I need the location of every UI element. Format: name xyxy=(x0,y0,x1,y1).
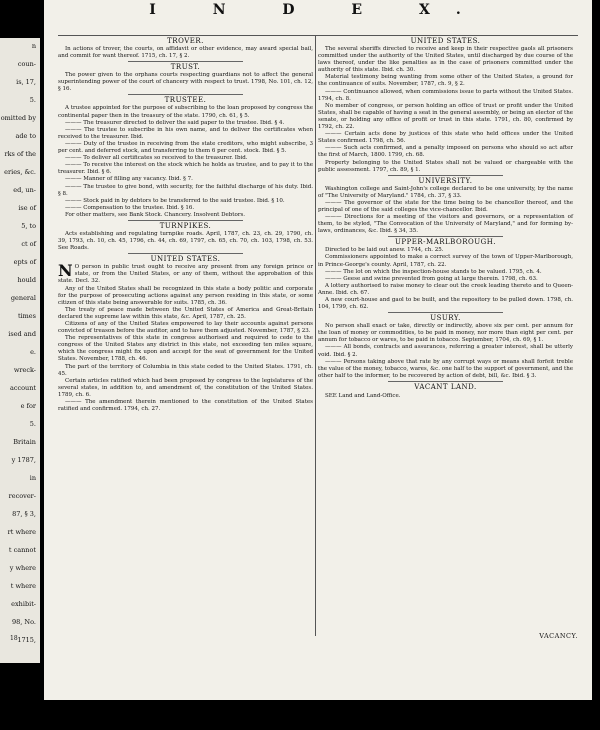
index-entry xyxy=(318,46,573,74)
facing-page-fragment: e. xyxy=(30,348,36,356)
index-entry xyxy=(58,198,313,205)
entry-text: O person in public trust ought to receive any present from any foreign prince or state, or from the United States, or any of them, without the approbation of this state. Decl. 32. xyxy=(58,264,313,285)
entry-text: Any of the United States shall be recognized in this state a body politic and corporate for the purpose of prosecuting actions against any person residing in this state, or some citizen of this state being answerable for suits. 1785, ch. 36. xyxy=(58,285,313,306)
section-rule xyxy=(388,312,503,313)
section-heading: UNIVERSITY. xyxy=(418,176,473,185)
index-entry xyxy=(318,269,573,276)
index-entry xyxy=(58,46,313,60)
facing-page-fragment: omitted by xyxy=(0,114,36,122)
index-entry xyxy=(58,399,313,413)
left-column xyxy=(58,36,313,413)
entry-text: ——— Directions for a meeting of the visitors and governors, or a representation of them, to be styled, "The Convocation of the University of Maryland," and for forming by-laws, ordinances, &c. Ibid. § 34, 35. xyxy=(318,214,573,235)
entry-text: ——— The treasurer directed to deliver the said paper to the trustee. Ibid. § 4. xyxy=(65,119,285,126)
index-entry xyxy=(318,160,573,174)
facing-page-fragment: 87, § 3, xyxy=(12,510,36,518)
entry-text: The part of the territory of Columbia in this state ceded to the United States. 1791, ch. 45. xyxy=(58,363,313,377)
facing-page-fragment: Britain xyxy=(13,438,36,446)
entry-text: A trustee appointed for the purpose of subscribing to the loan proposed by congress the continental paper then in the treasury of the state. 1790, ch. 61, § 5. xyxy=(58,105,313,119)
index-entry xyxy=(318,254,573,268)
entry-text: Acts establishing and regulating turnpike roads. April, 1787, ch. 23, ch. 29, 1790, ch. 39, 1793, ch. 10, ch. 45, 1796, ch. 44, ch. 69, 1797, ch. 65, ch. 70, ch. 103, 1798, ch. 53. See Roads. xyxy=(58,230,313,252)
facing-page-fragment: coun- xyxy=(17,60,36,68)
entry-text: ——— To receive the interest on the stock which he holds as trustee, and to pay it to the treasurer. Ibid. § 6. xyxy=(58,162,313,176)
index-entry xyxy=(318,103,573,131)
facing-page-fragment: y 1787, xyxy=(11,456,36,464)
section-heading: TRUSTEE. xyxy=(164,96,207,105)
facing-page-fragment: times xyxy=(17,312,36,320)
facing-page-fragment: t cannot xyxy=(8,546,36,554)
index-entry xyxy=(318,145,573,159)
entry-text: ——— Persons taking above that rate by any corrupt ways or means shall forfeit treble the value of the money, tobacco, wares, &c. one half to the support of government, and the other half to the informer, to be recovered by action of debt, bill, &c. Ibid. § 3. xyxy=(318,358,573,379)
index-entry xyxy=(318,344,573,358)
index-entry xyxy=(58,212,313,219)
facing-page-fragment: rt where xyxy=(7,528,36,536)
facing-page-fragment: epts of xyxy=(13,258,36,266)
section-rule xyxy=(388,175,503,176)
facing-page-fragment: 1715, xyxy=(17,636,36,644)
index-entry xyxy=(318,89,573,103)
index-entry xyxy=(318,214,573,235)
entry-text: Directed to be laid out anew. 1744, ch. 25. xyxy=(325,247,444,254)
section-heading: UNITED STATES. xyxy=(150,255,221,264)
index-entry xyxy=(318,131,573,145)
entry-text: No person shall exact or take, directly or indirectly, above six per cent. per annum for the loan of money or commodities, to be paid in money, nor more than eight per cent. per annum for tobacco or wares, to be paid in tobacco. September, 1704, ch. 69, § 1. xyxy=(318,323,573,344)
facing-page-fragment: 5, to xyxy=(21,222,36,230)
facing-page-fragment: ed, un- xyxy=(13,186,36,194)
facing-page-fragment: 5. xyxy=(29,420,36,428)
facing-page-fragment: rks of the xyxy=(4,150,36,158)
index-entry xyxy=(58,184,313,198)
page-title: I N D E X. xyxy=(149,2,487,18)
entry-text: The several sheriffs directed to receive and keep in their respective gaols all prisoners committed under the authority of the United States, until discharged by due course of the laws thereof, under the like penalties as in the case of prisoners committed under the authority of this state. Ibid. ch. 30. xyxy=(318,46,573,74)
index-entry xyxy=(58,162,313,176)
entry-text: ——— Compensation to the trustee. Ibid. § 16. xyxy=(65,204,195,211)
facing-page-fragment: account xyxy=(9,384,36,392)
page-number: 18 xyxy=(10,635,18,642)
facing-page-fragment: y where xyxy=(9,564,36,572)
section-heading: USURY. xyxy=(430,314,461,323)
facing-page-fragment: n xyxy=(31,42,36,50)
column-divider xyxy=(315,36,316,636)
entry-text: Material testimony being wanting from some other of the United States, a ground for the continuance of suits. November, 1787, ch. 9, § 2. xyxy=(318,74,573,88)
entry-text: In actions of trover, the courts, on affidavit or other evidence, may award special bail, and commit for want thereof. 1715, ch. 17, § 2. xyxy=(58,46,313,60)
index-entry xyxy=(318,247,573,254)
facing-page-fragment: ised and xyxy=(8,330,36,338)
index-entry xyxy=(318,359,573,380)
entry-text: The treaty of peace made between the United States of America and Great-Britain declared the supreme law within this state, &c. April, 1787, ch. 25. xyxy=(58,306,313,320)
index-entry xyxy=(58,364,313,378)
section-heading: TROVER. xyxy=(167,37,204,45)
index-entry xyxy=(58,378,313,399)
entry-text: A new court-house and gaol to be built, and the repository to be pulled down. 1798, ch. 104, 1799, ch. 62. xyxy=(318,297,573,311)
section-heading: UPPER-MARLBOROUGH. xyxy=(394,238,497,247)
index-entry xyxy=(58,141,313,155)
index-entry xyxy=(58,286,313,307)
index-entry xyxy=(318,200,573,214)
index-page xyxy=(44,0,592,700)
facing-page-fragment: exhibit- xyxy=(11,600,36,608)
index-entry xyxy=(58,72,313,93)
section-rule xyxy=(388,236,503,237)
facing-page-fragment: general xyxy=(10,294,36,302)
entry-text: ——— Manner of filling any vacancy. Ibid. § 7. xyxy=(65,176,193,183)
entry-text: Citizens of any of the United States empowered to lay their accounts against persons convicted of treason before the auditor, and to have them adjusted. November, 1787, § 23. xyxy=(58,321,313,335)
entry-text: ——— To deliver all certificates so received to the treasurer. Ibid. xyxy=(65,155,248,162)
section-heading: TURNPIKES. xyxy=(159,221,212,230)
entry-text: The representatives of this state in congress authorised and required to cede to the congress of the United States any district in this state, not exceeding ten miles square, which the congress might fix upon and accept for the seat of government for the United States. November, 1788, ch. 46. xyxy=(58,335,313,363)
facing-page-fragment: t where xyxy=(10,582,36,590)
index-entry xyxy=(318,283,573,297)
entry-text: ——— Such acts confirmed, and a penalty imposed on persons who should so act after the first of March, 1800. 1799, ch. 68. xyxy=(318,145,573,159)
facing-page-fragment: recover- xyxy=(8,492,36,500)
entry-text: ——— All bonds, contracts and assurances, referring a greater interest, shall be utterly void. Ibid. § 2. xyxy=(318,344,573,358)
index-entry xyxy=(58,335,313,363)
entry-text: ——— Duty of the trustee in receiving from the state creditors, who might subscribe, 3 per cent. and deferred stock, and transferring to them 6 per cent. stock. Ibid. § 5. xyxy=(58,140,313,155)
entry-text: Commissioners appointed to make a correct survey of the town of Upper-Marlborough, in Prince-George's county. April, 1787, ch. 22. xyxy=(318,254,573,268)
facing-page-fragment: 98, No. xyxy=(12,618,36,626)
cross-reference: SEE Land and Land-Office. xyxy=(325,392,401,399)
entry-text: Washington college and Saint-John's college declared to be one university, by the name of "The University of Maryland." 1784, ch. 37, § 33. xyxy=(318,185,573,199)
entry-text: ——— Geese and swine prevented from going at large therein. 1798, ch. 63. xyxy=(325,275,538,282)
facing-page-fragment: eries, &c. xyxy=(4,168,36,176)
index-entry xyxy=(318,276,573,283)
section-heading: VACANT LAND. xyxy=(414,382,477,391)
index-entry xyxy=(58,205,313,212)
entry-text: For other matters, see Bank Stock. Chancery. Insolvent Debtors. xyxy=(65,211,246,218)
facing-page-fragment: ct of xyxy=(21,240,36,248)
section-rule xyxy=(128,253,243,254)
entry-text: ——— Stock paid in by debtors to be transferred to the said trustee. Ibid. § 10. xyxy=(65,197,285,204)
entry-text: Property belonging to the United States shall not be valued or chargeable with the public assessment. 1797, ch. 89, § 1. xyxy=(318,159,573,173)
facing-page-fragment: ise of xyxy=(18,204,36,212)
section-heading: UNITED STATES. xyxy=(410,37,481,45)
section-heading: TRUST. xyxy=(170,63,201,72)
entry-text: ——— Continuance allowed, when commissions issue to parts without the United States. 1794, ch. 8. xyxy=(318,88,573,102)
entry-text: ——— The trustee to give bond, with security, for the faithful discharge of his duty. Ibid. § 8. xyxy=(58,183,313,197)
facing-page-fragment: hould xyxy=(17,276,36,284)
section-rule xyxy=(128,61,243,62)
index-entry xyxy=(58,307,313,321)
entry-text: ——— The amendment therein mentioned to the constitution of the United States ratified and confirmed. 1794, ch. 27. xyxy=(58,399,313,413)
facing-page-fragment: e for xyxy=(20,402,36,410)
facing-page-edge xyxy=(0,38,40,663)
index-entry xyxy=(318,186,573,200)
facing-page-fragment: in xyxy=(29,474,36,482)
facing-page-fragment: is, 17, xyxy=(16,78,36,86)
index-entry xyxy=(318,323,573,344)
section-rule xyxy=(128,94,243,95)
entry-text: ——— The trustee to subscribe in his own name, and to deliver the certificates when received to the treasurer. Ibid. xyxy=(58,126,313,140)
drop-cap: N xyxy=(58,261,73,281)
facing-page-fragment: wreck- xyxy=(13,366,36,374)
index-entry xyxy=(318,297,573,311)
index-entry xyxy=(58,105,313,119)
section-rule xyxy=(388,381,503,382)
index-entry xyxy=(58,155,313,162)
right-column xyxy=(318,36,573,400)
section-rule xyxy=(128,220,243,221)
entry-text: No member of congress, or person holding an office of trust or profit under the United States, shall be capable of having a seat in the general assembly, or being an elector of the senate, or holding any office of profit or trust in this state. 1791, ch. 80, confirmed by 1792, ch. 22. xyxy=(318,102,573,131)
index-entry xyxy=(58,176,313,183)
entry-text: ——— The governor of the state for the time being to be chancellor thereof, and the principal of one of the said colleges the vice-chancellor. Ibid. xyxy=(318,199,573,213)
index-entry xyxy=(58,321,313,335)
entry-text: A lottery authorised to raise money to clear out the creek leading thereto and to Queen-Anne. Ibid. ch. 67. xyxy=(318,282,573,296)
entry-text: ——— The lot on which the inspection-house stands to be valued. 1795, ch. 4. xyxy=(325,268,542,275)
entry-text: ——— Certain acts done by justices of this state who held offices under the United States confirmed. 1798, ch. 56. xyxy=(318,131,573,145)
index-entry xyxy=(58,120,313,127)
entry-text: Certain articles ratified which had been proposed by congress to the legislatures of the several states, in addition to, and amendment of, the constitution of the United States. 1789, ch. 6. xyxy=(58,377,313,398)
catchword: VACANCY. xyxy=(539,632,578,640)
entry-text: The power given to the orphans courts respecting guardians not to affect the general superintending power of the court of chancery with respect to trust. 1798, No. 101, ch. 12, § 16. xyxy=(58,72,313,93)
index-entry xyxy=(58,127,313,141)
index-entry xyxy=(58,261,313,285)
facing-page-fragment: ade to xyxy=(15,132,36,140)
facing-page-fragment: 5. xyxy=(29,96,36,104)
index-entry xyxy=(58,231,313,252)
index-entry xyxy=(318,74,573,88)
